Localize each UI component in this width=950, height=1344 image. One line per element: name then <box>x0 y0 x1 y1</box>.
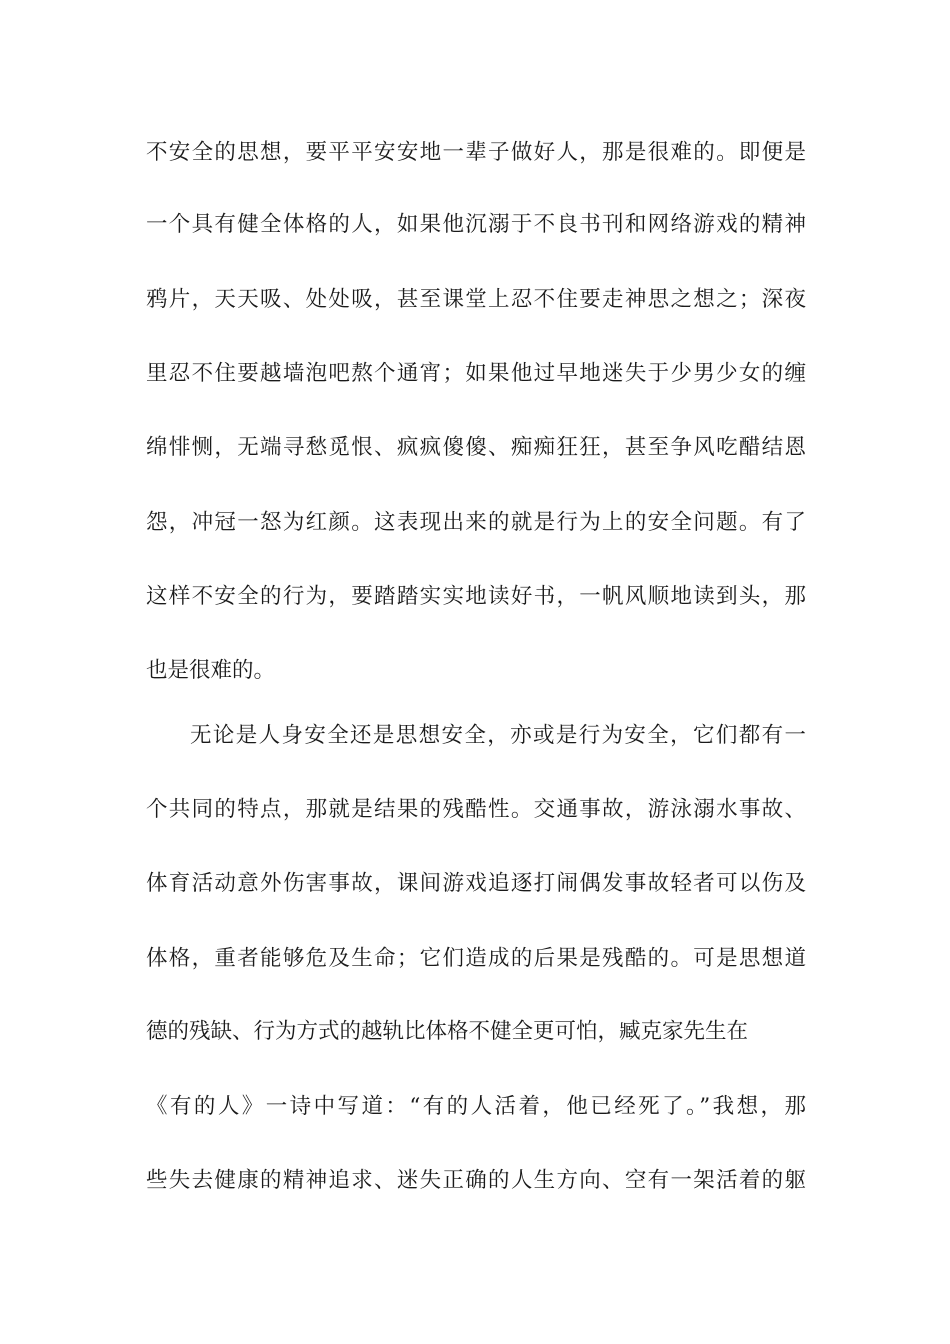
text-line: 德的残缺、行为方式的越轨比体格不健全更可怕，臧克家先生在 <box>146 1019 749 1044</box>
text-line: 里忍不住要越墙泡吧熬个通宵；如果他过早地迷失于少男少女的缠 <box>146 361 806 386</box>
text-line: 鸦片，天天吸、处处吸，甚至课堂上忍不住要走神思之想之；深夜 <box>146 287 806 312</box>
text-line: 也是很难的。 <box>146 658 276 683</box>
text-line: 不安全的思想，要平平安安地一辈子做好人，那是很难的。即便是 <box>146 140 806 165</box>
text-line: 绵悱恻，无端寻愁觅恨、疯疯傻傻、痴痴狂狂，甚至争风吃醋结恩 <box>146 435 806 460</box>
text-line: 体格，重者能够危及生命；它们造成的后果是残酷的。可是思想道 <box>146 946 806 971</box>
text-line: 怨，冲冠一怒为红颜。这表现出来的就是行为上的安全问题。有了 <box>146 510 806 535</box>
text-line: 个共同的特点，那就是结果的残酷性。交通事故，游泳溺水事故、 <box>146 797 806 822</box>
text-line: 一个具有健全体格的人，如果他沉溺于不良书刊和网络游戏的精神 <box>146 212 806 237</box>
text-line: 体育活动意外伤害事故，课间游戏追逐打闹偶发事故轻者可以伤及 <box>146 871 806 896</box>
text-line: 《有的人》一诗中写道：“有的人活着，他已经死了。”我想，那 <box>146 1094 806 1119</box>
text-line: 些失去健康的精神追求、迷失正确的人生方向、空有一架活着的躯 <box>146 1168 806 1193</box>
text-line: 这样不安全的行为，要踏踏实实地读好书，一帆风顺地读到头，那 <box>146 584 806 609</box>
paragraph-first-line: 无论是人身安全还是思想安全，亦或是行为安全，它们都有一 <box>190 723 806 748</box>
